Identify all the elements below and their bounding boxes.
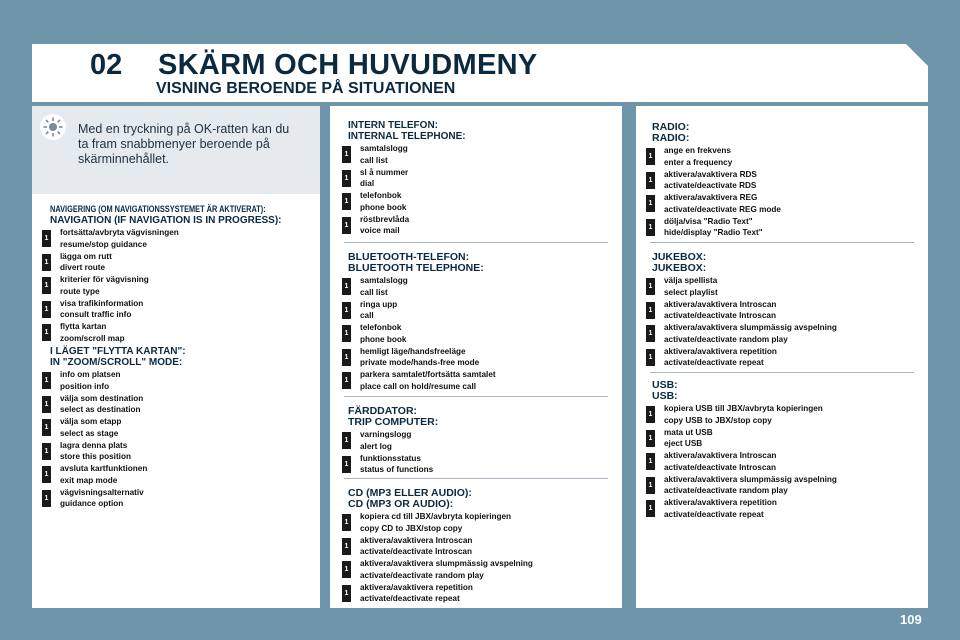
page-header (32, 44, 928, 102)
step-number-badge: 1 (646, 500, 655, 517)
menu-item (648, 145, 781, 169)
menu-item-label-en: call list (360, 287, 388, 297)
menu-item-label-en: exit map mode (60, 475, 118, 485)
page-number: 109 (900, 612, 922, 627)
tip-box (32, 106, 320, 194)
menu-item (344, 511, 533, 535)
section-heading-en: IN "ZOOM/SCROLL" MODE: (50, 357, 183, 368)
menu-item-label-sv: sl å nummer (360, 167, 409, 177)
menu-item-label-en: copy CD to JBX/stop copy (360, 523, 463, 533)
section-heading-en: NAVIGATION (IF NAVIGATION IS IN PROGRESS): (50, 215, 282, 226)
section-heading-en: TRIP COMPUTER: (348, 416, 439, 428)
section-heading-en: USB: (652, 390, 678, 402)
menu-item-label-sv: aktivera/avaktivera slumpmässig avspelning (664, 474, 837, 484)
menu-list (648, 275, 837, 369)
menu-item (44, 463, 186, 487)
menu-item-label-sv: vägvisningsalternativ (60, 487, 144, 497)
section-heading-sv: I LÄGET "FLYTTA KARTAN": (50, 346, 186, 357)
menu-item-label-en: store this position (60, 452, 131, 461)
menu-item-label-en: consult traffic info (60, 310, 132, 319)
divider (344, 242, 608, 243)
step-number-badge: 1 (342, 514, 351, 531)
menu-item-label-sv: aktivera/avaktivera repetition (664, 346, 777, 356)
step-number-badge: 1 (646, 349, 655, 366)
step-number-badge: 1 (646, 453, 655, 470)
menu-list (44, 369, 186, 510)
step-number-badge: 1 (42, 419, 51, 436)
menu-list (344, 275, 496, 393)
section-heading-en: CD (MP3 OR AUDIO): (348, 498, 454, 510)
divider (344, 396, 608, 397)
step-number-badge: 1 (342, 456, 351, 473)
menu-item-label-sv: samtalslogg (360, 144, 408, 153)
section-heading-sv: INTERN TELEFON: (348, 120, 438, 131)
menu-item (648, 346, 837, 370)
menu-item (344, 582, 533, 606)
menu-list (648, 145, 781, 239)
menu-item-label-en: zoom/scroll map (60, 333, 125, 343)
step-number-badge: 1 (646, 278, 655, 295)
menu-item-label-sv: aktivera/avaktivera slumpmässig avspelning (360, 559, 533, 568)
menu-item-label-sv: parkera samtalet/fortsätta samtalet (360, 370, 496, 379)
menu-item-label-sv: ange en frekvens (664, 146, 731, 155)
column-phone-media (330, 106, 622, 608)
menu-item-label-en: activate/deactivate repeat (664, 509, 764, 519)
menu-item-label-en: hide/display "Radio Text" (664, 228, 763, 237)
menu-item (344, 535, 533, 559)
section-usb (648, 379, 837, 521)
menu-item-label-sv: visa trafikinformation (60, 298, 144, 308)
column-audio (636, 106, 928, 608)
menu-item (44, 227, 313, 251)
menu-item (44, 369, 186, 393)
step-number-badge: 1 (342, 432, 351, 449)
step-number-badge: 1 (342, 561, 351, 578)
menu-item-label-sv: lägga om rutt (60, 251, 112, 261)
menu-item-label-en: divert route (60, 263, 106, 272)
step-number-badge: 1 (646, 325, 655, 342)
step-number-badge: 1 (646, 195, 655, 212)
page-subtitle: VISNING BEROENDE PÅ SITUATIONEN (156, 80, 456, 97)
section-heading-sv: BLUETOOTH-TELEFON: (348, 251, 470, 263)
step-number-badge: 1 (342, 349, 351, 366)
menu-item-label-sv: aktivera/avaktivera RDS (664, 169, 757, 179)
section-heading-en: RADIO: (652, 132, 690, 144)
step-number-badge: 1 (42, 230, 51, 247)
menu-item (344, 322, 496, 346)
step-number-badge: 1 (646, 477, 655, 494)
menu-item-label-en: activate/deactivate random play (664, 334, 788, 344)
menu-item (344, 453, 438, 477)
section-move-map (44, 346, 186, 510)
menu-item (44, 274, 313, 298)
section-heading-sv: FÄRDDATOR: (348, 405, 418, 417)
section-cd (344, 487, 533, 605)
menu-item (44, 416, 186, 440)
menu-item-label-sv: aktivera/avaktivera Introscan (360, 535, 473, 545)
menu-item (648, 497, 837, 521)
menu-item (648, 169, 781, 193)
menu-list (648, 403, 837, 521)
menu-item-label-en: eject USB (664, 439, 703, 448)
menu-item-label-en: select as destination (60, 405, 141, 414)
step-number-badge: 1 (342, 538, 351, 555)
step-number-badge: 1 (342, 217, 351, 234)
step-number-badge: 1 (646, 219, 655, 236)
chapter-number: 02 (90, 49, 123, 81)
menu-item-label-sv: kopiera cd till JBX/avbryta kopieringen (360, 512, 512, 521)
step-number-badge: 1 (42, 372, 51, 389)
menu-item-label-sv: samtalslogg (360, 276, 408, 285)
menu-item-label-en: phone book (360, 202, 407, 212)
step-number-badge: 1 (646, 430, 655, 447)
step-number-badge: 1 (42, 324, 51, 341)
menu-item (648, 216, 781, 240)
menu-item-label-sv: varningslogg (360, 430, 412, 439)
menu-item (648, 275, 837, 299)
menu-item-label-en: status of functions (360, 465, 434, 474)
section-navigation (44, 204, 313, 345)
step-number-badge: 1 (42, 443, 51, 460)
menu-item-label-en: activate/deactivate REG mode (664, 204, 781, 214)
menu-item-label-sv: flytta kartan (60, 322, 107, 331)
menu-item-label-sv: telefonbok (360, 191, 402, 200)
menu-item (648, 403, 837, 427)
menu-item-label-en: call (360, 311, 374, 320)
menu-item (44, 393, 186, 417)
section-heading-en: BLUETOOTH TELEPHONE: (348, 262, 484, 274)
menu-item (344, 167, 466, 191)
menu-item-label-sv: ringa upp (360, 299, 398, 309)
menu-item-label-sv: avsluta kartfunktionen (60, 464, 148, 473)
menu-item-label-sv: dölja/visa "Radio Text" (664, 216, 753, 226)
menu-item-label-en: position info (60, 381, 110, 391)
menu-item (648, 192, 781, 216)
menu-item-label-en: guidance option (60, 499, 124, 508)
menu-item-label-en: copy USB to JBX/stop copy (664, 415, 772, 425)
menu-item (44, 487, 186, 511)
step-number-badge: 1 (342, 170, 351, 187)
divider (650, 372, 914, 373)
menu-item-label-en: activate/deactivate random play (664, 486, 788, 495)
menu-item-label-sv: välja som etapp (60, 417, 122, 426)
sun-icon (40, 114, 66, 140)
menu-item-label-sv: kopiera USB till JBX/avbryta kopieringen (664, 404, 823, 413)
menu-item (344, 190, 466, 214)
menu-item (344, 429, 438, 453)
section-phone (344, 120, 466, 237)
section-radio (648, 121, 781, 239)
step-number-badge: 1 (42, 254, 51, 271)
column-navigation (32, 106, 320, 608)
menu-item (648, 450, 837, 474)
menu-item-label-en: route type (60, 286, 100, 296)
section-heading-sv: CD (MP3 ELLER AUDIO): (348, 487, 472, 499)
section-heading-en: INTERNAL TELEPHONE: (348, 131, 466, 142)
step-number-badge: 1 (342, 302, 351, 319)
menu-item-label-sv: mata ut USB (664, 427, 713, 437)
menu-item-label-en: place call on hold/resume call (360, 381, 477, 391)
menu-item-label-en: activate/deactivate Introscan (664, 462, 776, 472)
menu-item-label-en: select playlist (664, 287, 718, 297)
menu-item-label-sv: fortsätta/avbryta vägvisningen (60, 228, 179, 237)
menu-item-label-sv: lagra denna plats (60, 440, 128, 450)
step-number-badge: 1 (646, 406, 655, 423)
menu-item-label-sv: aktivera/avaktivera slumpmässig avspelning (664, 323, 837, 332)
menu-item-label-en: private mode/hands-free mode (360, 358, 480, 367)
section-jukebox (648, 251, 837, 369)
section-heading-en: JUKEBOX: (652, 262, 707, 274)
step-number-badge: 1 (342, 325, 351, 342)
section-trip-computer (344, 405, 439, 476)
menu-item-label-sv: välja spellista (664, 276, 718, 285)
menu-item (44, 298, 313, 322)
menu-item-label-sv: aktivera/avaktivera repetition (664, 498, 777, 507)
menu-item-label-en: phone book (360, 334, 407, 344)
step-number-badge: 1 (646, 172, 655, 189)
menu-item-label-en: alert log (360, 441, 392, 451)
menu-item-label-en: activate/deactivate RDS (664, 181, 757, 190)
menu-item-label-sv: aktivera/avaktivera REG (664, 193, 758, 202)
menu-item-label-en: voice mail (360, 226, 400, 235)
menu-item-label-sv: aktivera/avaktivera repetition (360, 582, 473, 592)
page-title: SKÄRM OCH HUVUDMENY (158, 49, 538, 81)
menu-item-label-en: enter a frequency (664, 157, 733, 167)
section-heading-sv: USB: (652, 379, 678, 391)
step-number-badge: 1 (42, 396, 51, 413)
menu-item-label-sv: funktionsstatus (360, 453, 421, 463)
menu-item (344, 346, 496, 370)
menu-item-label-en: activate/deactivate random play (360, 570, 484, 580)
menu-list (344, 511, 533, 605)
menu-item (44, 251, 313, 275)
menu-item (344, 299, 496, 323)
step-number-badge: 1 (342, 372, 351, 389)
menu-item-label-en: activate/deactivate repeat (360, 594, 460, 603)
menu-item-label-sv: hemligt läge/handsfreeläge (360, 346, 466, 356)
section-heading-sv: JUKEBOX: (652, 251, 707, 263)
menu-list (44, 227, 313, 345)
step-number-badge: 1 (342, 585, 351, 602)
menu-item (344, 143, 466, 167)
menu-item (648, 474, 837, 498)
menu-item (344, 558, 533, 582)
divider (344, 478, 608, 479)
menu-item-label-en: select as stage (60, 428, 119, 438)
menu-item (44, 321, 313, 345)
menu-item-label-sv: kriterier för vägvisning (60, 275, 149, 284)
divider (650, 242, 914, 243)
menu-item (44, 440, 186, 464)
menu-item (648, 299, 837, 323)
section-heading-sv: NAVIGERING (OM NAVIGATIONSSYSTEMET ÄR AKTIVERAT): (50, 204, 266, 214)
section-bluetooth (344, 251, 496, 393)
step-number-badge: 1 (342, 278, 351, 295)
menu-item (344, 214, 466, 238)
tip-text: Med en tryckning på OK-ratten kan du ta fram snabbmenyer beroende på skärminnehållet. (78, 122, 290, 166)
menu-item (648, 427, 837, 451)
menu-item-label-sv: aktivera/avaktivera Introscan (664, 299, 777, 309)
menu-item-label-sv: välja som destination (60, 393, 144, 403)
menu-item-label-en: activate/deactivate repeat (664, 358, 764, 367)
menu-item-label-en: resume/stop guidance (60, 239, 147, 249)
step-number-badge: 1 (42, 301, 51, 318)
corner-fold (906, 44, 928, 66)
step-number-badge: 1 (42, 277, 51, 294)
menu-item (648, 322, 837, 346)
step-number-badge: 1 (42, 466, 51, 483)
menu-item-label-sv: telefonbok (360, 323, 402, 332)
menu-item (344, 369, 496, 393)
step-number-badge: 1 (342, 193, 351, 210)
menu-item (344, 275, 496, 299)
menu-list (344, 429, 438, 476)
menu-item-label-en: activate/deactivate Introscan (664, 311, 776, 320)
step-number-badge: 1 (646, 302, 655, 319)
menu-item-label-sv: info om platsen (60, 370, 121, 379)
menu-item-label-en: call list (360, 155, 388, 165)
step-number-badge: 1 (42, 490, 51, 507)
menu-list (344, 143, 466, 237)
menu-item-label-sv: röstbrevlåda (360, 214, 410, 224)
section-heading-sv: RADIO: (652, 121, 690, 133)
menu-item-label-en: activate/deactivate Introscan (360, 547, 472, 556)
menu-item-label-sv: aktivera/avaktivera Introscan (664, 451, 777, 460)
step-number-badge: 1 (342, 146, 351, 163)
step-number-badge: 1 (646, 148, 655, 165)
menu-item-label-en: dial (360, 179, 375, 188)
